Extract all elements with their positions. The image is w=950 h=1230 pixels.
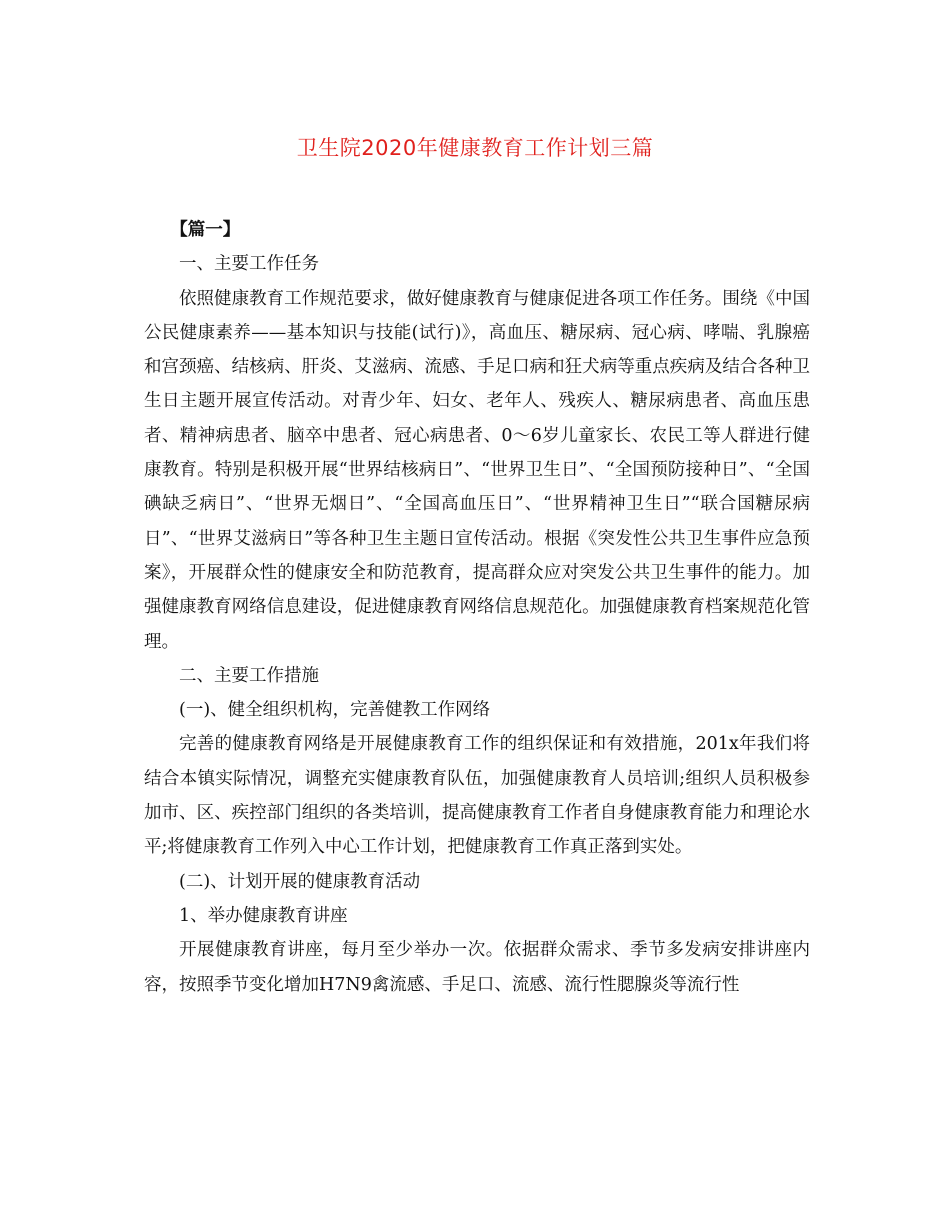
heading-main-tasks: 一、主要工作任务 [179,254,319,275]
paragraph-organization: 完善的健康教育网络是开展健康教育工作的组织保证和有效措施，201x年我们将结合本镇实际情况，调整充实健康教育队伍，加强健康教育人员培训;组织人员积极参加市、区、疾控部门组织的各类培训，提高健康教育工作者自身健康教育能力和理论水平;将健康教育工作列入中心工作计划，把健康教育工作真正落到实处。 [144,734,810,858]
subheading-activities: (二)、计划开展的健康教育活动 [179,871,421,892]
subheading-organization: (一)、健全组织机构，完善健教工作网络 [179,700,491,721]
section-label: 【篇一】 [170,220,241,240]
paragraph-lectures: 开展健康教育讲座，每月至少举办一次。依据群众需求、季节多发病安排讲座内容，按照季节变化增加H7N9禽流感、手足口、流感、流行性腮腺炎等流行性 [144,940,810,995]
paragraph-main-tasks: 依照健康教育工作规范要求，做好健康教育与健康促进各项工作任务。围绕《中国公民健康素养——基本知识与技能(试行)》，高血压、糖尿病、冠心病、哮喘、乳腺癌和宫颈癌、结核病、肝炎、艾滋病、流感、手足口病和狂犬病等重点疾病及结合各种卫生日主题开展宣传活动。对青少年、妇女、老年人、残疾人、糖尿病患者、高血压患者、精神病患者、脑卒中患者、冠心病患者、0～6岁儿童家长、农民工等人群进行健康教育。特别是积极开展“世界结核病日”、“世界卫生日”、“全国预防接种日”、“全国碘缺乏病日”、“世界无烟日”、“全国高血压日”、“世界精神卫生日”“联合国糖尿病日”、“世界艾滋病日”等各种卫生主题日宣传活动。根据《突发性公共卫生事件应急预案》，开展群众性的健康安全和防范教育，提高群众应对突发公共卫生事件的能力。加强健康教育网络信息建设，促进健康教育网络信息规范化。加强健康教育档案规范化管理。 [144,288,810,652]
heading-main-measures: 二、主要工作措施 [179,665,319,686]
document-body [144,213,810,1002]
document-title: 卫生院2020年健康教育工作计划三篇 [296,136,654,160]
subheading-lectures: 1、举办健康教育讲座 [179,905,348,926]
